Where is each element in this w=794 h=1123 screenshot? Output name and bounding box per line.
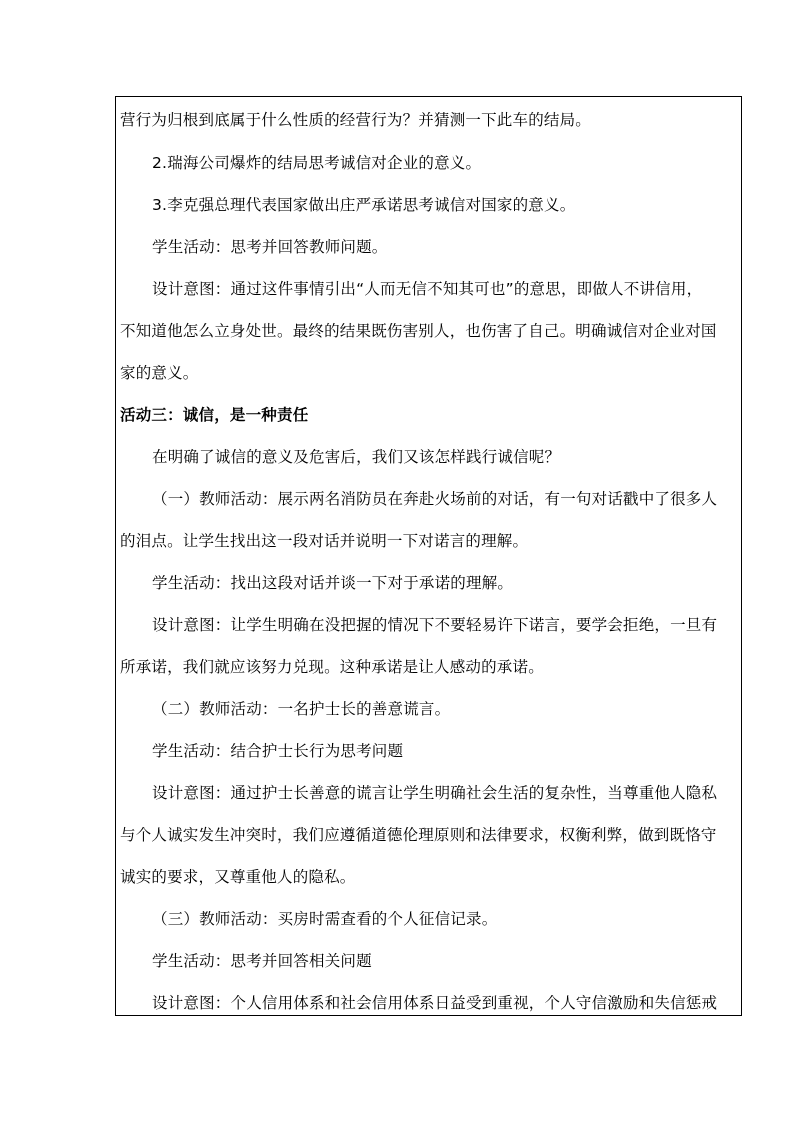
text-line: 设计意图：个人信用体系和社会信用体系日益受到重视，个人守信激励和失信惩戒 xyxy=(152,994,718,1012)
text-line: 设计意图：通过这件事情引出“人而无信不知其可也”的意思，即做人不讲信用， xyxy=(152,280,703,298)
text-line: 学生活动：结合护士长行为思考问题 xyxy=(152,742,404,760)
text-line: 学生活动：思考并回答相关问题 xyxy=(152,952,372,970)
text-line: 诚实的要求，又尊重他人的隐私。 xyxy=(120,868,356,886)
text-line: 学生活动：找出这段对话并谈一下对于承诺的理解。 xyxy=(152,574,514,592)
text-line: 与个人诚实发生冲突时，我们应遵循道德伦理原则和法律要求，权衡利弊，做到既恪守 xyxy=(120,826,717,844)
text-line: （二）教师活动：一名护士长的善意谎言。 xyxy=(152,700,451,718)
text-line: 设计意图：让学生明确在没把握的情况下不要轻易许下诺言，要学会拒绝，一旦有 xyxy=(152,616,718,634)
text-line: 3.李克强总理代表国家做出庄严承诺思考诚信对国家的意义。 xyxy=(152,196,576,214)
text-line: 的泪点。让学生找出这一段对话并说明一下对诺言的理解。 xyxy=(120,532,529,550)
text-line: 家的意义。 xyxy=(120,364,199,382)
text-line: 不知道他怎么立身处世。最终的结果既伤害别人，也伤害了自己。明确诚信对企业对国 xyxy=(120,322,717,340)
text-line: 设计意图：通过护士长善意的谎言让学生明确社会生活的复杂性，当尊重他人隐私 xyxy=(152,784,718,802)
text-line: 学生活动：思考并回答教师问题。 xyxy=(152,238,388,256)
text-line: 2.瑞海公司爆炸的结局思考诚信对企业的意义。 xyxy=(152,154,482,172)
text-line: 在明确了诚信的意义及危害后，我们又该怎样践行诚信呢？ xyxy=(152,448,561,466)
text-line: （一）教师活动：展示两名消防员在奔赴火场前的对话，有一句对话戳中了很多人 xyxy=(152,490,718,508)
text-line: 所承诺，我们就应该努力兑现。这种承诺是让人感动的承诺。 xyxy=(120,658,544,676)
text-line: （三）教师活动：买房时需查看的个人征信记录。 xyxy=(152,910,498,928)
section-heading: 活动三：诚信，是一种责任 xyxy=(120,406,309,424)
text-line: 营行为归根到底属于什么性质的经营行为？并猜测一下此车的结局。 xyxy=(120,111,592,129)
